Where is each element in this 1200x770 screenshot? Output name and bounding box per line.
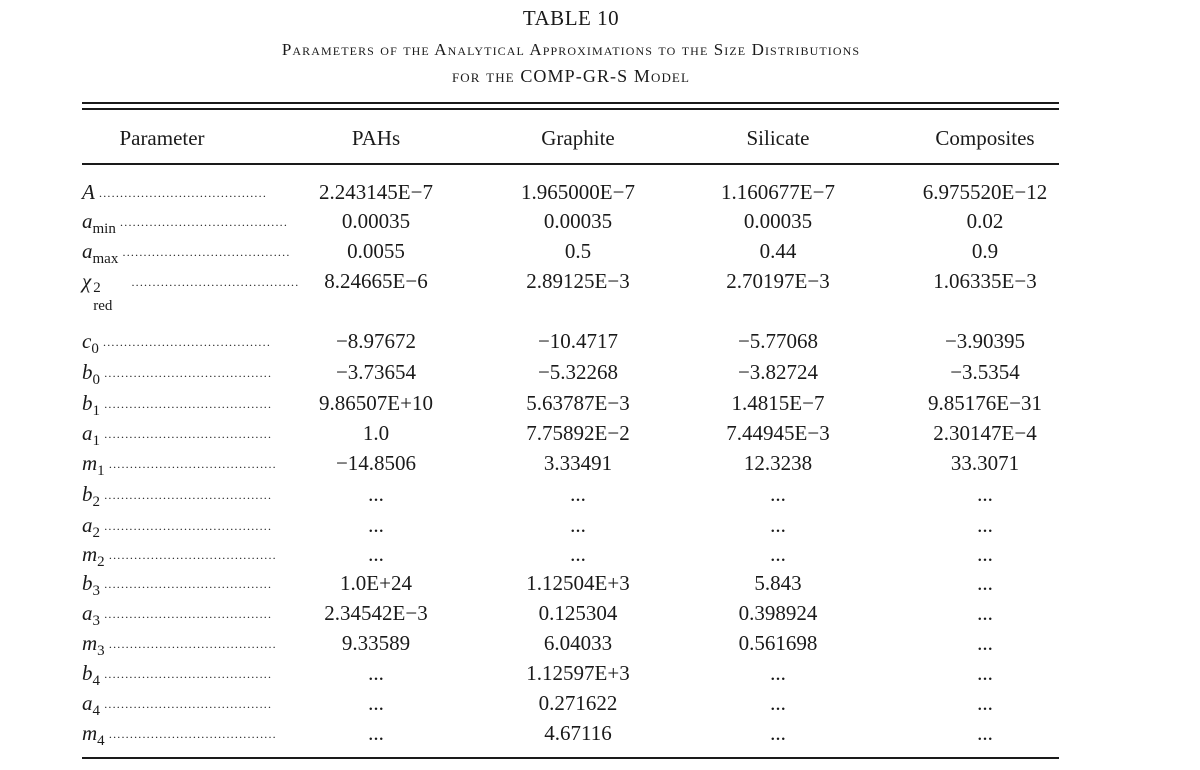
table-row	[0, 513, 1200, 543]
table-cell: 1.4815E−7	[731, 391, 825, 415]
parameter-symbol: a	[82, 691, 93, 715]
parameter-subscript: 2	[92, 525, 100, 542]
parameter-subscript: 2	[92, 494, 100, 511]
table-cell: 0.00035	[341, 209, 411, 233]
table-cell: 1.12504E+3	[526, 571, 630, 595]
parameter-label	[82, 721, 277, 751]
parameter-label	[82, 661, 273, 691]
parameter-label	[82, 601, 273, 631]
table-cell: ...	[977, 571, 993, 595]
table-cell: 12.3238	[743, 451, 813, 475]
table-row	[0, 482, 1200, 512]
table-cell: −3.73654	[335, 360, 417, 384]
parameter-label	[82, 691, 273, 721]
parameter-label	[82, 360, 273, 390]
table-cell: 0.02	[966, 209, 1004, 233]
column-header-composites: Composites	[935, 126, 1035, 150]
table-cell: −8.97672	[335, 329, 417, 353]
bottom-rule	[82, 757, 1059, 759]
parameter-symbol: b	[82, 661, 93, 685]
table-cell: ...	[770, 513, 786, 537]
parameter-symbol: a	[82, 601, 93, 625]
table-cell: 33.3071	[950, 451, 1020, 475]
header-rule	[82, 163, 1059, 165]
leader-dots: ........................................	[100, 397, 273, 411]
table-cell: −3.82724	[737, 360, 819, 384]
table-cell: 0.0055	[347, 239, 405, 263]
table-number: TABLE 10	[522, 6, 620, 30]
table-cell: 0.5	[564, 239, 592, 263]
table-cell: ...	[368, 691, 384, 715]
table-row	[0, 421, 1200, 451]
table-cell: 0.125304	[538, 601, 618, 625]
table-cell: ...	[977, 482, 993, 506]
parameter-label	[82, 329, 272, 359]
table-row	[0, 209, 1200, 239]
parameter-subscript: 0	[91, 341, 99, 358]
table-cell: 0.00035	[743, 209, 813, 233]
table-cell: 9.33589	[341, 631, 411, 655]
table-cell: ...	[977, 513, 993, 537]
table-cell: 5.843	[754, 571, 802, 595]
table-cell: ...	[570, 482, 586, 506]
parameter-subscript: 3	[97, 643, 105, 660]
parameter-symbol: χ	[82, 269, 92, 293]
table-cell: 0.44	[759, 239, 797, 263]
table-cell: ...	[770, 482, 786, 506]
table-cell: ...	[977, 661, 993, 685]
table-row	[0, 329, 1200, 359]
table-cell: −14.8506	[335, 451, 417, 475]
parameter-label	[82, 482, 273, 512]
table-cell: 2.34542E−3	[324, 601, 428, 625]
parameter-label	[82, 180, 268, 210]
table-cell: 0.9	[971, 239, 999, 263]
table-cell: ...	[368, 721, 384, 745]
parameter-symbol: a	[82, 421, 93, 445]
parameter-label	[82, 239, 291, 269]
table-cell: 0.398924	[738, 601, 818, 625]
table-row	[0, 451, 1200, 481]
table-cell: ...	[977, 542, 993, 566]
parameter-subscript: min	[92, 221, 116, 238]
leader-dots: ........................................	[94, 186, 268, 200]
table-cell: ...	[977, 631, 993, 655]
table-cell: 0.561698	[738, 631, 818, 655]
table-cell: ...	[570, 542, 586, 566]
table-cell: 4.67116	[544, 721, 612, 745]
parameter-subscript: 1	[97, 463, 105, 480]
leader-dots: ........................................	[100, 577, 273, 591]
parameter-subscript: 3	[92, 583, 100, 600]
leader-dots: ........................................	[100, 667, 273, 681]
table-cell: 3.33491	[543, 451, 613, 475]
parameter-label	[82, 542, 277, 572]
top-rule-1	[82, 102, 1059, 104]
table-cell: ...	[770, 661, 786, 685]
leader-dots: ........................................	[100, 519, 273, 533]
leader-dots: ........................................	[104, 727, 277, 741]
table-cell: ...	[977, 691, 993, 715]
table-row	[0, 360, 1200, 390]
parameter-label	[82, 631, 277, 661]
table-row	[0, 571, 1200, 601]
table-cell: 1.160677E−7	[721, 180, 835, 204]
column-header-silicate: Silicate	[746, 126, 810, 150]
leader-dots: ........................................	[100, 697, 273, 711]
leader-dots: ........................................	[104, 637, 277, 651]
table-row	[0, 691, 1200, 721]
parameter-symbol: b	[82, 571, 93, 595]
parameter-subscript: 4	[92, 673, 100, 690]
parameter-label	[82, 209, 289, 239]
column-header-pahs: PAHs	[351, 126, 401, 150]
parameter-subscript: red	[93, 298, 113, 314]
table-cell: 1.06335E−3	[933, 269, 1037, 293]
table-cell: ...	[977, 721, 993, 745]
table-cell: ...	[368, 513, 384, 537]
parameter-symbol: m	[82, 542, 98, 566]
leader-dots: ........................................	[104, 548, 277, 562]
parameter-label	[82, 513, 273, 543]
table-cell: ...	[368, 661, 384, 685]
table-cell: 2.30147E−4	[933, 421, 1037, 445]
table-cell: −5.77068	[737, 329, 819, 353]
table-cell: 1.965000E−7	[521, 180, 635, 204]
parameter-subscript: 2	[97, 554, 105, 571]
table-cell: 5.63787E−3	[526, 391, 630, 415]
parameter-symbol: a	[82, 209, 93, 233]
table-row	[0, 661, 1200, 691]
parameter-subscript: max	[92, 251, 119, 268]
table-cell: 0.00035	[543, 209, 613, 233]
table-cell: 1.12597E+3	[526, 661, 630, 685]
parameter-subscript: 4	[92, 703, 100, 720]
leader-dots: ........................................	[100, 366, 273, 380]
parameter-label	[82, 571, 273, 601]
table-cell: 2.89125E−3	[526, 269, 630, 293]
table-cell: 9.85176E−31	[928, 391, 1042, 415]
table-cell: −10.4717	[537, 329, 619, 353]
table-cell: 6.04033	[543, 631, 613, 655]
leader-dots: ........................................	[100, 427, 273, 441]
table-row	[0, 601, 1200, 631]
table-row	[0, 391, 1200, 421]
parameter-subscript: 1	[92, 403, 100, 420]
table-cell: ...	[977, 601, 993, 625]
leader-dots: ........................................	[98, 335, 272, 349]
table-cell: 0.271622	[538, 691, 618, 715]
parameter-symbol: A	[82, 180, 95, 204]
table-cell: 2.243145E−7	[319, 180, 433, 204]
table-cell: ...	[368, 482, 384, 506]
table-cell: −3.90395	[944, 329, 1026, 353]
table-cell: 7.75892E−2	[526, 421, 630, 445]
parameter-label	[82, 391, 273, 421]
parameter-label	[82, 421, 273, 451]
leader-dots: ........................................	[127, 275, 300, 289]
parameter-symbol: a	[82, 239, 93, 263]
parameter-subscript: 3	[92, 613, 100, 630]
table-cell: 1.0E+24	[340, 571, 412, 595]
parameter-symbol: m	[82, 721, 98, 745]
leader-dots: ........................................	[115, 215, 289, 229]
table-cell: 8.24665E−6	[324, 269, 428, 293]
column-header-parameter: Parameter	[119, 126, 205, 150]
parameter-symbol: a	[82, 513, 93, 537]
parameter-subscript: 1	[92, 433, 100, 450]
table-cell: ...	[368, 542, 384, 566]
leader-dots: ........................................	[104, 457, 277, 471]
parameter-subscript: 0	[92, 372, 100, 389]
table-cell: 7.44945E−3	[726, 421, 830, 445]
table-cell: −3.5354	[950, 360, 1020, 384]
table-caption-line-2: for the COMP-GR-S Model	[451, 66, 691, 86]
table-row	[0, 631, 1200, 661]
top-rule-2	[82, 108, 1059, 110]
table-row	[0, 180, 1200, 210]
parameter-symbol: m	[82, 631, 98, 655]
table-cell: −5.32268	[537, 360, 619, 384]
parameter-symbol: b	[82, 360, 93, 384]
table-row	[0, 269, 1200, 314]
parameter-symbol: c	[82, 329, 92, 353]
parameter-superscript: 2	[93, 280, 101, 296]
parameter-symbol: b	[82, 391, 93, 415]
parameter-label	[82, 269, 300, 314]
table-row	[0, 542, 1200, 572]
leader-dots: ........................................	[100, 607, 273, 621]
parameter-subscript: 4	[97, 733, 105, 750]
column-header-graphite: Graphite	[541, 126, 615, 150]
table-cell: ...	[770, 691, 786, 715]
leader-dots: ........................................	[100, 488, 273, 502]
table-cell: ...	[770, 721, 786, 745]
parameter-label	[82, 451, 277, 481]
parameter-symbol: m	[82, 451, 98, 475]
table-cell: 9.86507E+10	[319, 391, 433, 415]
table-cell: ...	[570, 513, 586, 537]
table-cell: 1.0	[362, 421, 390, 445]
table-cell: ...	[770, 542, 786, 566]
table-row	[0, 721, 1200, 751]
table-cell: 2.70197E−3	[726, 269, 830, 293]
table-caption-line-1: Parameters of the Analytical Approximations to the Size Distributions	[281, 40, 861, 59]
table-cell: 6.975520E−12	[922, 180, 1048, 204]
table-row	[0, 239, 1200, 269]
parameter-symbol: b	[82, 482, 93, 506]
leader-dots: ........................................	[118, 245, 291, 259]
